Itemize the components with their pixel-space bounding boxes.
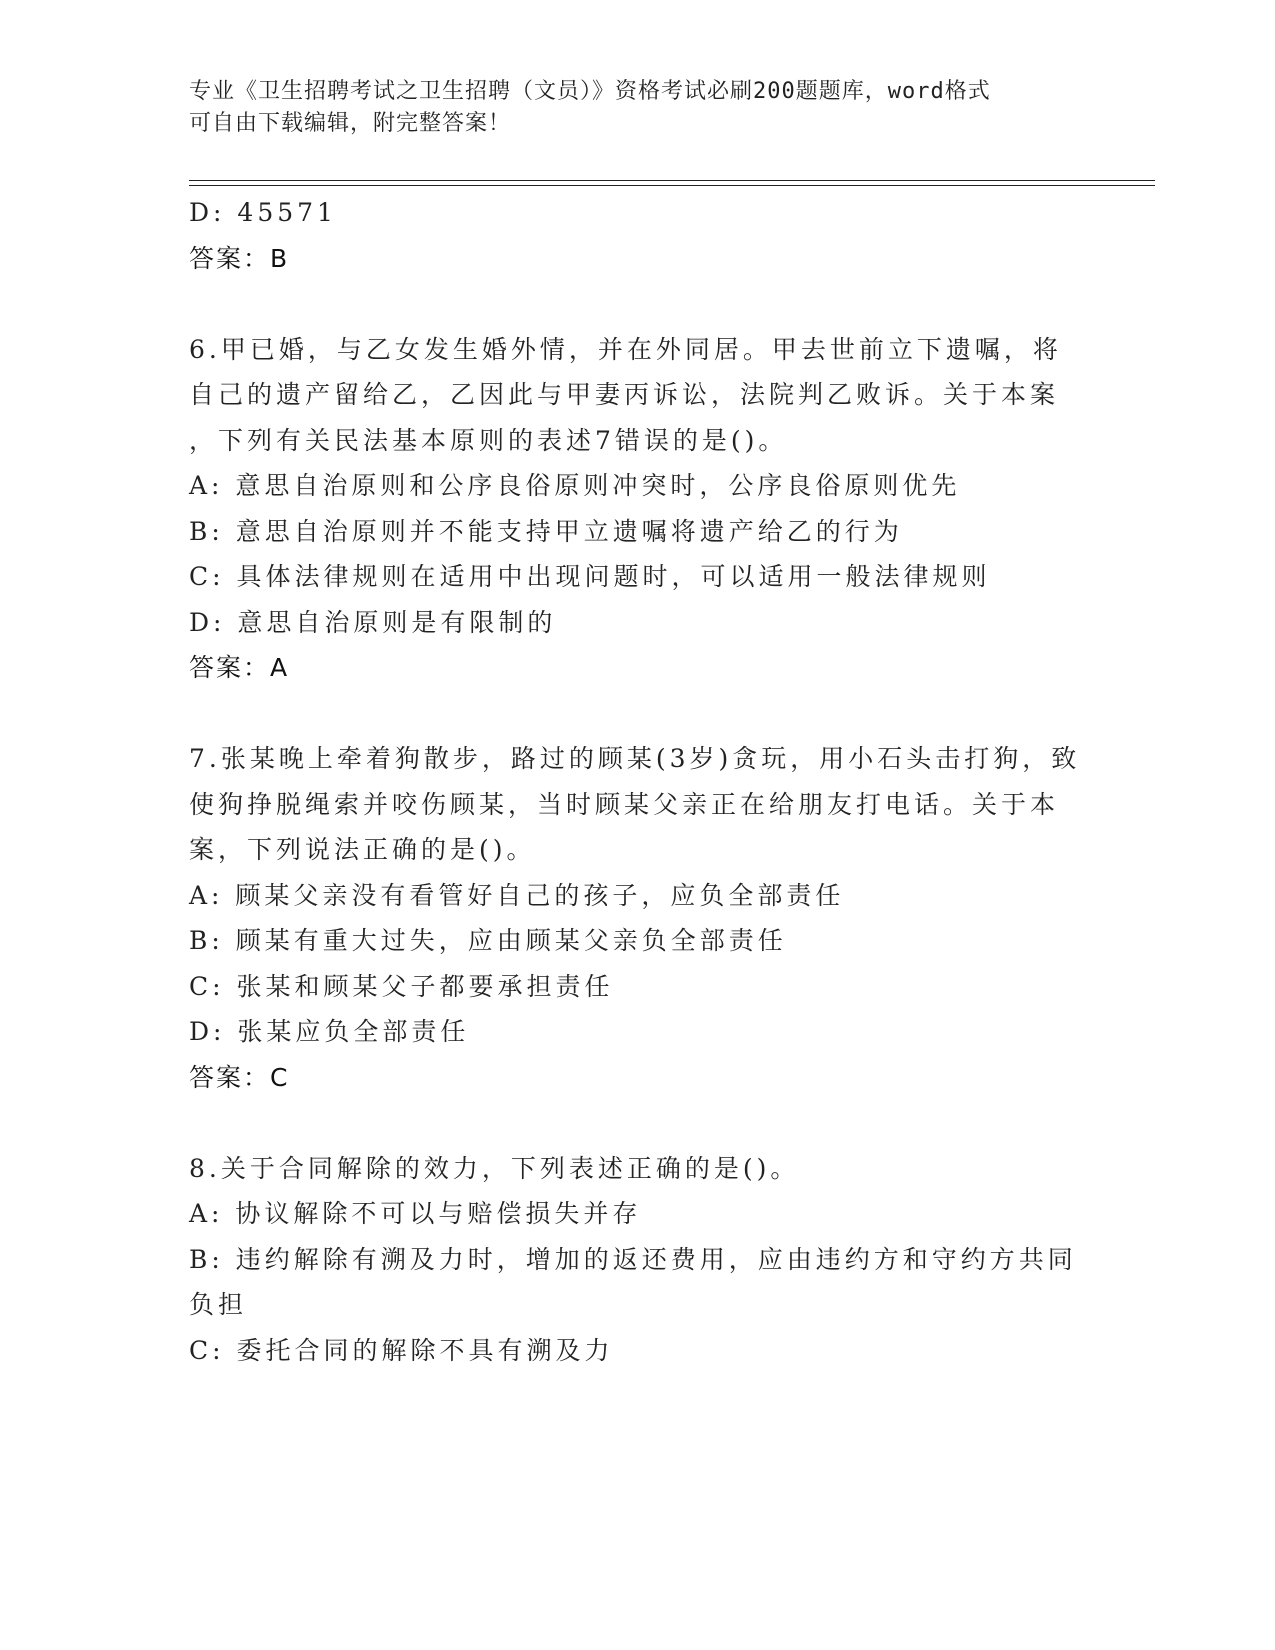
- header-divider-top: [189, 180, 1155, 181]
- q7-answer: 答案：C: [189, 1062, 290, 1092]
- q7-stem-line-2: 使狗挣脱绳索并咬伤顾某，当时顾某父亲正在给朋友打电话。关于本: [189, 789, 1060, 819]
- header-title-line-1: 专业《卫生招聘考试之卫生招聘（文员）》资格考试必刷200题题库，word格式: [189, 79, 991, 104]
- spacer: [189, 1100, 1089, 1146]
- q5-option-d: D: 45571: [189, 198, 337, 227]
- spacer: [189, 281, 1089, 327]
- q6-option-b: B: 意思自治原则并不能支持甲立遗嘱将遗产给乙的行为: [189, 516, 903, 546]
- question-8: [189, 1146, 1089, 1374]
- q7-option-d: D: 张某应负全部责任: [189, 1017, 470, 1046]
- page-header: [189, 76, 1089, 140]
- question-6: [189, 327, 1089, 691]
- q6-answer: 答案：A: [189, 653, 290, 682]
- q8-option-b-continued: 负担: [189, 1290, 248, 1319]
- q7-option-b: B: 顾某有重大过失，应由顾某父亲负全部责任: [189, 926, 787, 955]
- header-divider-bottom: [189, 185, 1155, 186]
- q8-stem-line-1: 8.关于合同解除的效力，下列表述正确的是()。: [189, 1153, 800, 1183]
- header-title-line-2: 可自由下载编辑，附完整答案！: [189, 111, 512, 136]
- question-7: [189, 736, 1089, 1100]
- q7-option-a: A: 顾某父亲没有看管好自己的孩子，应负全部责任: [189, 880, 845, 910]
- q8-option-c: C: 委托合同的解除不具有溯及力: [189, 1335, 614, 1365]
- q8-option-b: B: 违约解除有溯及力时，增加的返还费用，应由违约方和守约方共同: [189, 1244, 1077, 1274]
- spacer: [189, 691, 1089, 737]
- q6-stem-line-1: 6.甲已婚，与乙女发生婚外情，并在外同居。甲去世前立下遗嘱，将: [189, 334, 1062, 364]
- q6-stem-line-2: 自己的遗产留给乙，乙因此与甲妻丙诉讼，法院判乙败诉。关于本案: [189, 380, 1060, 409]
- q7-option-c: C: 张某和顾某父子都要承担责任: [189, 971, 614, 1001]
- q6-stem-line-3: ，下列有关民法基本原则的表述7错误的是()。: [189, 425, 788, 455]
- q6-option-d: D: 意思自治原则是有限制的: [189, 607, 557, 637]
- question-content: [189, 190, 1089, 1373]
- q8-option-a: A: 协议解除不可以与赔偿损失并存: [189, 1199, 642, 1228]
- q7-stem-line-1: 7.张某晚上牵着狗散步，路过的顾某(3岁)贪玩，用小石头击打狗，致: [189, 744, 1081, 773]
- q5-answer: 答案：B: [189, 243, 290, 273]
- q6-option-a: A: 意思自治原则和公序良俗原则冲突时，公序良俗原则优先: [189, 471, 961, 500]
- q7-stem-line-3: 案，下列说法正确的是()。: [189, 835, 536, 864]
- q6-option-c: C: 具体法律规则在适用中出现问题时，可以适用一般法律规则: [189, 562, 991, 591]
